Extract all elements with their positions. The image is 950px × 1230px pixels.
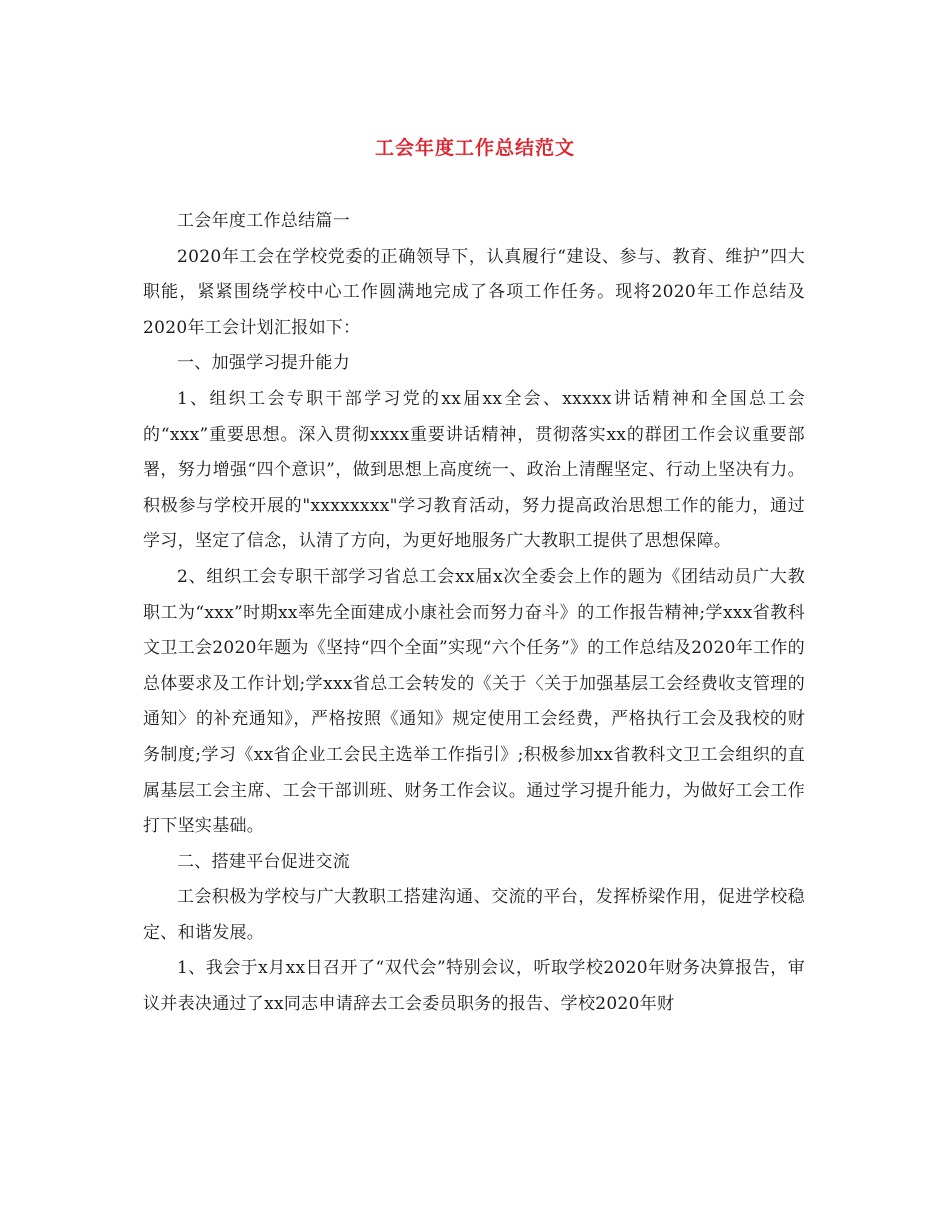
body-paragraph: 工会积极为学校与广大教职工搭建沟通、交流的平台，发挥桥梁作用，促进学校稳定、和谐发展。 xyxy=(143,887,805,943)
section-heading: 一、加强学习提升能力 xyxy=(177,353,350,374)
section-heading: 二、搭建平台促进交流 xyxy=(177,851,350,872)
body-paragraph: 1、组织工会专职干部学习党的xx届xx全会、xxxxx讲话精神和全国总工会的“xxx”重要思想。深入贯彻xxxx重要讲话精神，贯彻落实xx的群团工作会议重要部署，努力增强“四个意识”，做到思想上高度统一、政治上清醒坚定、行动上坚决有力。积极参与学校开展的"xxxxxxxx"学习教育活动，努力提高政治思想工作的能力，通过学习，坚定了信念，认清了方向，为更好地服务广大教职工提供了思想保障。 xyxy=(143,388,805,552)
document-title: 工会年度工作总结范文 xyxy=(374,137,575,159)
section-heading: 工会年度工作总结篇一 xyxy=(177,211,350,231)
body-paragraph: 1、我会于x月xx日召开了“双代会”特别会议，听取学校2020年财务决算报告，审议并表决通过了xx同志申请辞去工会委员职务的报告、学校2020年财 xyxy=(143,958,805,1015)
intro-paragraph: 2020年工会在学校党委的正确领导下，认真履行“建设、参与、教育、维护”四大职能，紧紧围绕学校中心工作圆满地完成了各项工作任务。现将2020年工作总结及2020年工会计划汇报如下： xyxy=(143,246,805,338)
body-paragraph: 2、组织工会专职干部学习省总工会xx届x次全委会上作的题为《团结动员广大教职工为“xxx”时期xx率先全面建成小康社会而努力奋斗》的工作报告精神;学xxx省教科文卫工会2020年题为《坚持“四个全面”实现“六个任务”》的工作总结及2020年工作的总体要求及工作计划;学xxx省总工会转发的《关于〈关于加强基层工会经费收支管理的通知〉的补充通知》，严格按照《通知》规定使用工会经费，严格执行工会及我校的财务制度;学习《xx省企业工会民主选举工作指引》;积极参加xx省教科文卫工会组织的直属基层工会主席、工会干部训班、财务工作会议。通过学习提升能力，为做好工会工作打下坚实基础。 xyxy=(143,566,805,837)
document-body xyxy=(143,204,805,1023)
